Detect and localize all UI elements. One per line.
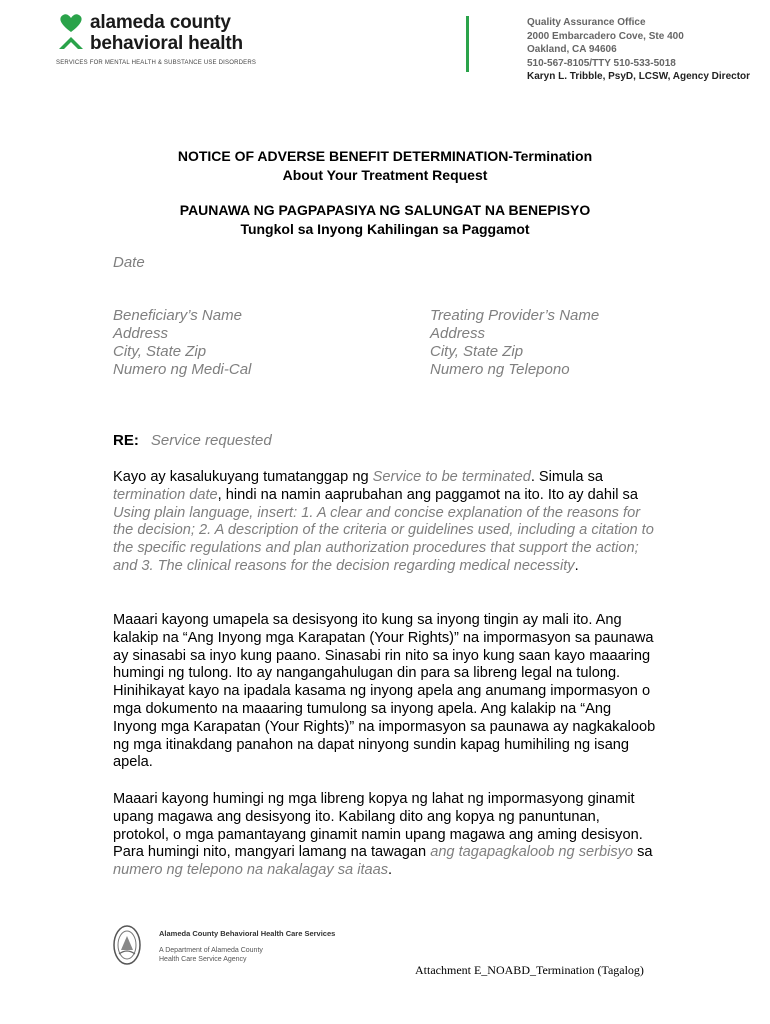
logo-tagline: SERVICES FOR MENTAL HEALTH & SUBSTANCE USE DISORDERS	[56, 60, 257, 66]
header-divider	[466, 16, 469, 72]
para1-reason-placeholder: Using plain language, insert: 1. A clear and concise explanation of the reasons for the decision; 2. A description of the criteria or guidelines used, including a citation to the specific regulations and plan authorization procedures that support the action; and 3. The clinical reasons for the decision regarding medical necessity	[113, 504, 654, 574]
provider-phone: Numero ng Telepono	[430, 361, 570, 378]
paragraph-termination	[113, 469, 658, 576]
para1-text3: , hindi na namin aaprubahan ang paggamot na ito. Ito ay dahil sa	[217, 486, 638, 503]
notice-title-english	[0, 147, 770, 185]
footer-agency-sub1: A Department of Alameda County	[159, 947, 263, 954]
para3-phone-placeholder: numero ng telepono na nakalagay sa itaas	[113, 862, 389, 879]
footer-agency-name: Alameda County Behavioral Health Care Services	[159, 929, 336, 938]
beneficiary-name: Beneficiary’s Name	[113, 307, 242, 324]
attachment-label: Attachment E_NOABD_Termination (Tagalog)	[415, 963, 644, 977]
agency-director: Karyn L. Tribble, PsyD, LCSW, Agency Director	[527, 71, 751, 83]
beneficiary-address: Address	[113, 325, 169, 342]
footer-agency-sub2: Health Care Service Agency	[159, 956, 247, 963]
title-tl-line1: PAUNAWA NG PAGPAPASIYA NG SALUNGAT NA BENEPISYO	[179, 202, 591, 218]
para3-provider-placeholder: ang tagapagkaloob ng serbisyo	[430, 844, 634, 861]
provider-address: Address	[430, 325, 486, 342]
logo-text-line2: behavioral health	[90, 33, 243, 54]
agency-logo	[56, 12, 276, 72]
title-tl-line2: Tungkol sa Inyong Kahilingan sa Paggamot	[240, 221, 530, 237]
county-seal-icon	[112, 924, 142, 966]
re-label: RE:	[113, 432, 139, 449]
date-placeholder: Date	[113, 254, 145, 271]
re-line	[113, 432, 272, 449]
para1-service-placeholder: Service to be terminated	[372, 469, 531, 485]
notice-title-tagalog	[0, 201, 770, 239]
beneficiary-city: City, State Zip	[113, 343, 207, 360]
para1-text4: .	[574, 557, 579, 574]
provider-address-block	[430, 307, 599, 379]
para3-text3: .	[388, 862, 393, 879]
para1-text2: . Simula sa	[530, 469, 603, 485]
beneficiary-medical-id: Numero ng Medi-Cal	[113, 361, 252, 378]
heart-chevron-logo-icon	[56, 12, 86, 52]
office-address-block	[527, 16, 750, 84]
office-name: Quality Assurance Office	[527, 17, 646, 28]
office-street: 2000 Embarcadero Cove, Ste 400	[527, 30, 684, 42]
re-service-requested: Service requested	[150, 432, 272, 449]
paragraph-free-copies	[113, 791, 658, 880]
office-city: Oakland, CA 94606	[527, 44, 617, 56]
office-phone: 510-567-8105/TTY 510-533-5018	[527, 57, 676, 69]
para3-text2: sa	[633, 844, 653, 861]
beneficiary-address-block	[113, 307, 251, 379]
provider-city: City, State Zip	[430, 343, 524, 360]
para1-date-placeholder: termination date	[113, 486, 218, 503]
title-en-line2: About Your Treatment Request	[282, 167, 488, 183]
para3-text1: Maaari kayong humingi ng mga libreng kopya ng lahat ng impormasyong ginamit upang magawa ang desisyong ito. Kabilang dito ang kopya ng panuntunan, protokol, o mga pamantayang ginamit namin upang magawa ang aming desisyon. Para humingi nito, mangyari lamang na tawagan	[113, 791, 643, 861]
para1-text1: Kayo ay kasalukuyang tumatanggap ng	[113, 469, 373, 485]
logo-text-line1: alameda county	[90, 12, 231, 33]
title-en-line1: NOTICE OF ADVERSE BENEFIT DETERMINATION-Termination	[177, 148, 593, 164]
footer-agency-subtitle	[159, 946, 263, 964]
paragraph-appeal: Maaari kayong umapela sa desisyong ito kung sa inyong tingin ay mali ito. Ang kalakip na “Ang Inyong mga Karapatan (Your Rights)” na impormasyon sa paunawa ay sinasabi sa inyo kung paano. Sinasabi rin nito sa inyo kung saan kayo maaaring humingi ng tulong. Ito ay nangangahulugan din para sa libreng legal na tulong. Hinihikayat kayo na ipadala kasama ng inyong apela ang anumang impormasyon o mga dokumento na maaaring tumulong sa inyong apela. Ang kalakip na “Ang Inyong mga Karapatan (Your Rights)” na impormasyon sa paunawa ay nagkakaloob ng mga itinakdang panahon na dapat ninyong sundin kapag humihiling ng isang apela.	[113, 612, 656, 771]
provider-name: Treating Provider’s Name	[430, 307, 600, 324]
